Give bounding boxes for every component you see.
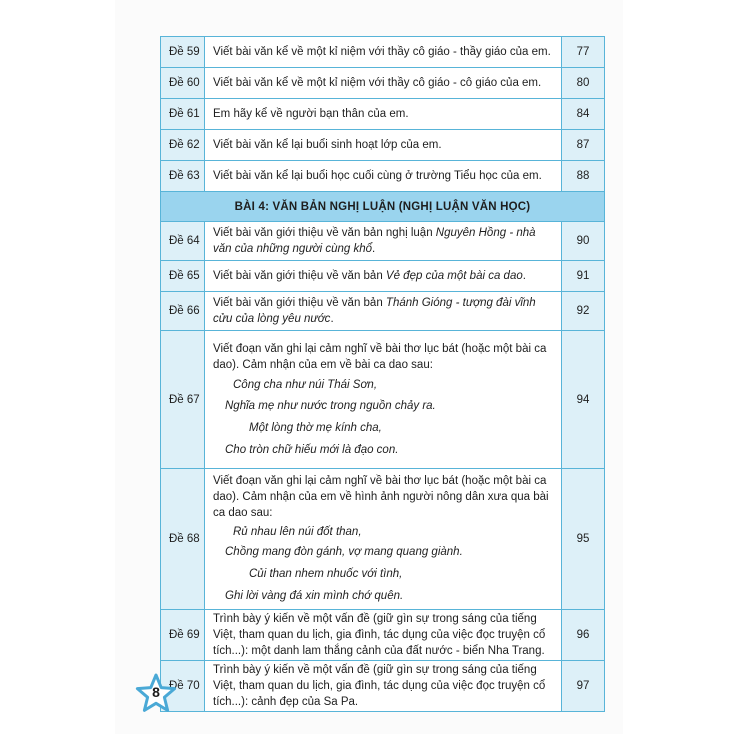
exercise-number: Đề 70 bbox=[161, 661, 205, 712]
table-row bbox=[161, 130, 605, 161]
page-reference: 90 bbox=[562, 222, 605, 261]
table-row bbox=[161, 68, 605, 99]
exercise-title-end: . bbox=[330, 313, 334, 325]
exercise-title: Trình bày ý kiến về một vấn đề (giữ gìn sự trong sáng của tiếng Việt, tham quan du lịch, gia đình, tác dụng của việc đọc truyện cổ tích...): một danh lam thắng cảnh của đất nước - biển Nha Trang. bbox=[205, 610, 562, 661]
table-of-contents bbox=[160, 36, 605, 712]
exercise-title bbox=[205, 261, 562, 292]
page-reference: 96 bbox=[562, 610, 605, 661]
exercise-title-text: Viết bài văn giới thiệu về văn bản bbox=[213, 297, 386, 309]
table-row bbox=[161, 261, 605, 292]
table-row bbox=[161, 331, 605, 469]
exercise-title bbox=[205, 222, 562, 261]
table-row bbox=[161, 37, 605, 68]
poem-line: Rủ nhau lên núi đốt than, bbox=[233, 526, 362, 538]
exercise-number: Đề 63 bbox=[161, 161, 205, 192]
poem-line: Củi than nhem nhuốc với tình, bbox=[249, 568, 403, 580]
exercise-number: Đề 60 bbox=[161, 68, 205, 99]
exercise-intro: Viết đoạn văn ghi lại cảm nghĩ về bài thơ lục bát (hoặc một bài ca dao). Cảm nhận của em về hình ảnh người nông dân xưa qua bài ca dao sau: bbox=[213, 475, 549, 519]
exercise-number: Đề 62 bbox=[161, 130, 205, 161]
page-reference: 92 bbox=[562, 292, 605, 331]
page-reference: 80 bbox=[562, 68, 605, 99]
exercise-title: Trình bày ý kiến về một vấn đề (giữ gìn sự trong sáng của tiếng Việt, tham quan du lịch, gia đình, tác dụng của việc đọc truyện cổ tích...): cảnh đẹp của Sa Pa. bbox=[205, 661, 562, 712]
exercise-number: Đề 68 bbox=[161, 469, 205, 610]
exercise-number: Đề 66 bbox=[161, 292, 205, 331]
section-header-row bbox=[161, 192, 605, 222]
page-number: 8 bbox=[152, 684, 160, 700]
exercise-number: Đề 61 bbox=[161, 99, 205, 130]
exercise-title: Viết bài văn kể lại buổi sinh hoạt lớp của em. bbox=[205, 130, 562, 161]
exercise-title bbox=[205, 469, 562, 610]
table-row bbox=[161, 469, 605, 610]
poem-line: Nghĩa mẹ như nước trong nguồn chảy ra. bbox=[225, 399, 436, 412]
work-title: Thánh Gióng - tượng đài vĩnh cửu của lòng yêu nước bbox=[213, 297, 536, 325]
exercise-title: Em hãy kể về người bạn thân của em. bbox=[205, 99, 562, 130]
exercise-title-text: Viết bài văn giới thiệu về văn bản nghị luận bbox=[213, 227, 436, 239]
work-title: Nguyên Hồng - nhà văn của những người cùng khổ bbox=[213, 227, 536, 255]
exercise-title: Viết bài văn kể về một kỉ niệm với thầy cô giáo - cô giáo của em. bbox=[205, 68, 562, 99]
table-row bbox=[161, 222, 605, 261]
poem-line: Công cha như núi Thái Sơn, bbox=[233, 378, 378, 391]
exercise-title-end: . bbox=[372, 243, 376, 255]
page-reference: 88 bbox=[562, 161, 605, 192]
exercise-number: Đề 59 bbox=[161, 37, 205, 68]
poem-line: Cho tròn chữ hiếu mới là đạo con. bbox=[225, 443, 399, 456]
page-reference: 84 bbox=[562, 99, 605, 130]
exercise-title-text: Viết bài văn giới thiệu về văn bản bbox=[213, 270, 386, 282]
poem-line: Chồng mang đòn gánh, vợ mang quang giành. bbox=[225, 546, 463, 558]
poem-line: Một lòng thờ mẹ kính cha, bbox=[249, 421, 382, 434]
page-reference: 97 bbox=[562, 661, 605, 712]
poem-line: Ghi lời vàng đá xin mình chớ quên. bbox=[225, 590, 404, 602]
table-row bbox=[161, 610, 605, 661]
exercise-title: Viết bài văn kể lại buổi học cuối cùng ở trường Tiểu học của em. bbox=[205, 161, 562, 192]
section-title: BÀI 4: VĂN BẢN NGHỊ LUẬN (NGHỊ LUẬN VĂN HỌC) bbox=[161, 192, 605, 222]
exercise-number: Đề 69 bbox=[161, 610, 205, 661]
page-reference: 95 bbox=[562, 469, 605, 610]
work-title: Vẻ đẹp của một bài ca dao bbox=[385, 270, 523, 282]
page-number-badge bbox=[134, 672, 178, 716]
table-row bbox=[161, 161, 605, 192]
page-reference: 94 bbox=[562, 331, 605, 469]
exercise-number: Đề 67 bbox=[161, 331, 205, 469]
exercise-title: Viết bài văn kể về một kỉ niệm với thầy cô giáo - thầy giáo của em. bbox=[205, 37, 562, 68]
table-row bbox=[161, 99, 605, 130]
page-reference: 91 bbox=[562, 261, 605, 292]
exercise-intro: Viết đoạn văn ghi lại cảm nghĩ về bài thơ lục bát (hoặc một bài ca dao). Cảm nhận của em về bài ca dao sau: bbox=[213, 342, 547, 371]
exercise-number: Đề 64 bbox=[161, 222, 205, 261]
exercise-title bbox=[205, 331, 562, 469]
exercise-title-end: . bbox=[522, 270, 526, 282]
exercise-title bbox=[205, 292, 562, 331]
table-row bbox=[161, 661, 605, 712]
page-reference: 77 bbox=[562, 37, 605, 68]
page-reference: 87 bbox=[562, 130, 605, 161]
exercise-number: Đề 65 bbox=[161, 261, 205, 292]
table-row bbox=[161, 292, 605, 331]
